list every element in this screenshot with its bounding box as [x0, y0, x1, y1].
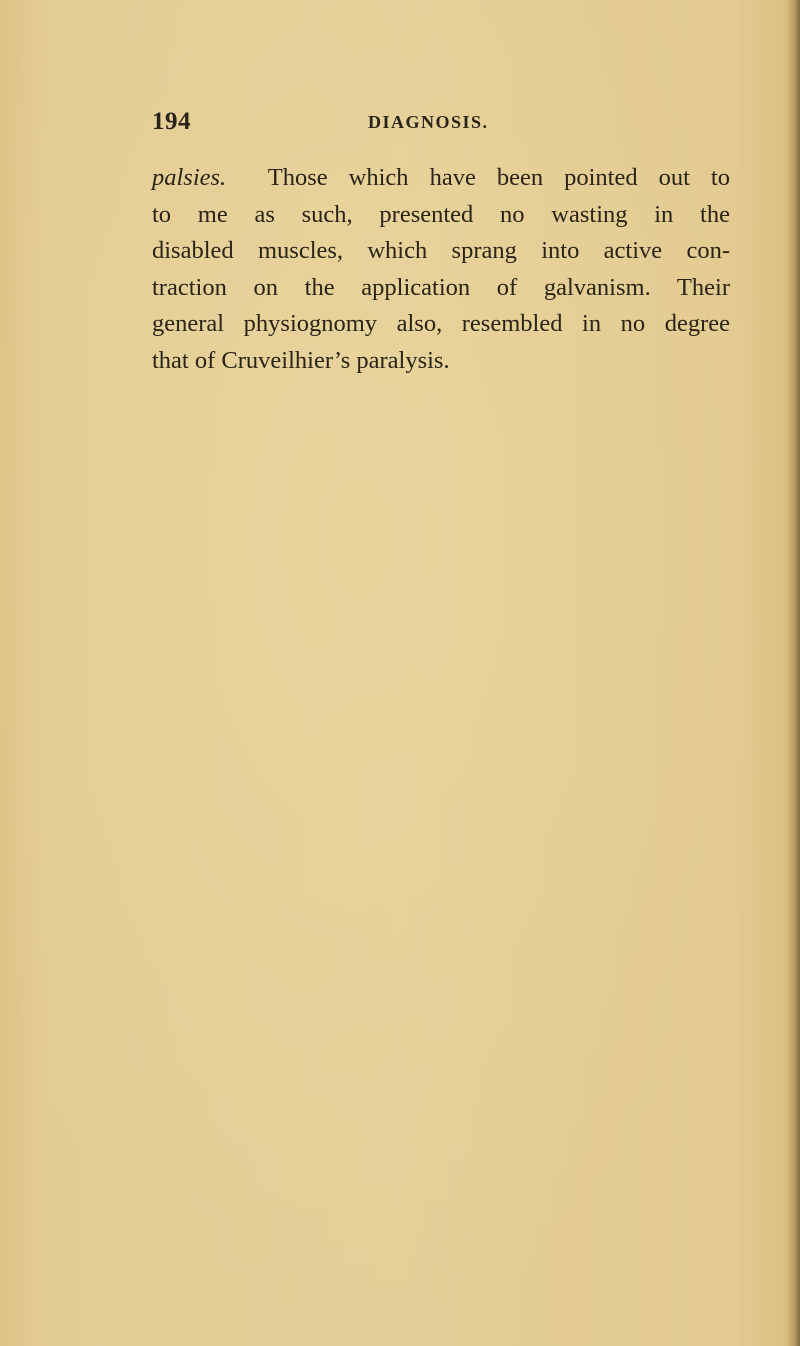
page-header: [152, 108, 712, 138]
text-line: that of Cruveilhier’s paralysis.: [152, 346, 450, 374]
text-line: disabled muscles, which sprang into active con-: [152, 237, 730, 264]
text-line: [152, 160, 730, 197]
page-number: 194: [152, 108, 191, 135]
text-line: general physiognomy also, resembled in no degree: [152, 310, 730, 337]
text-line-content: Those which have been pointed out to: [267, 164, 730, 191]
text-line: to me as such, presented no wasting in the: [152, 200, 730, 228]
first-word: palsies.: [152, 164, 227, 191]
body-paragraph: [152, 160, 730, 379]
text-line: traction on the application of galvanism. Their: [152, 273, 730, 301]
page-edge-shadow: [786, 0, 800, 1346]
running-head: DIAGNOSIS.: [368, 112, 489, 132]
